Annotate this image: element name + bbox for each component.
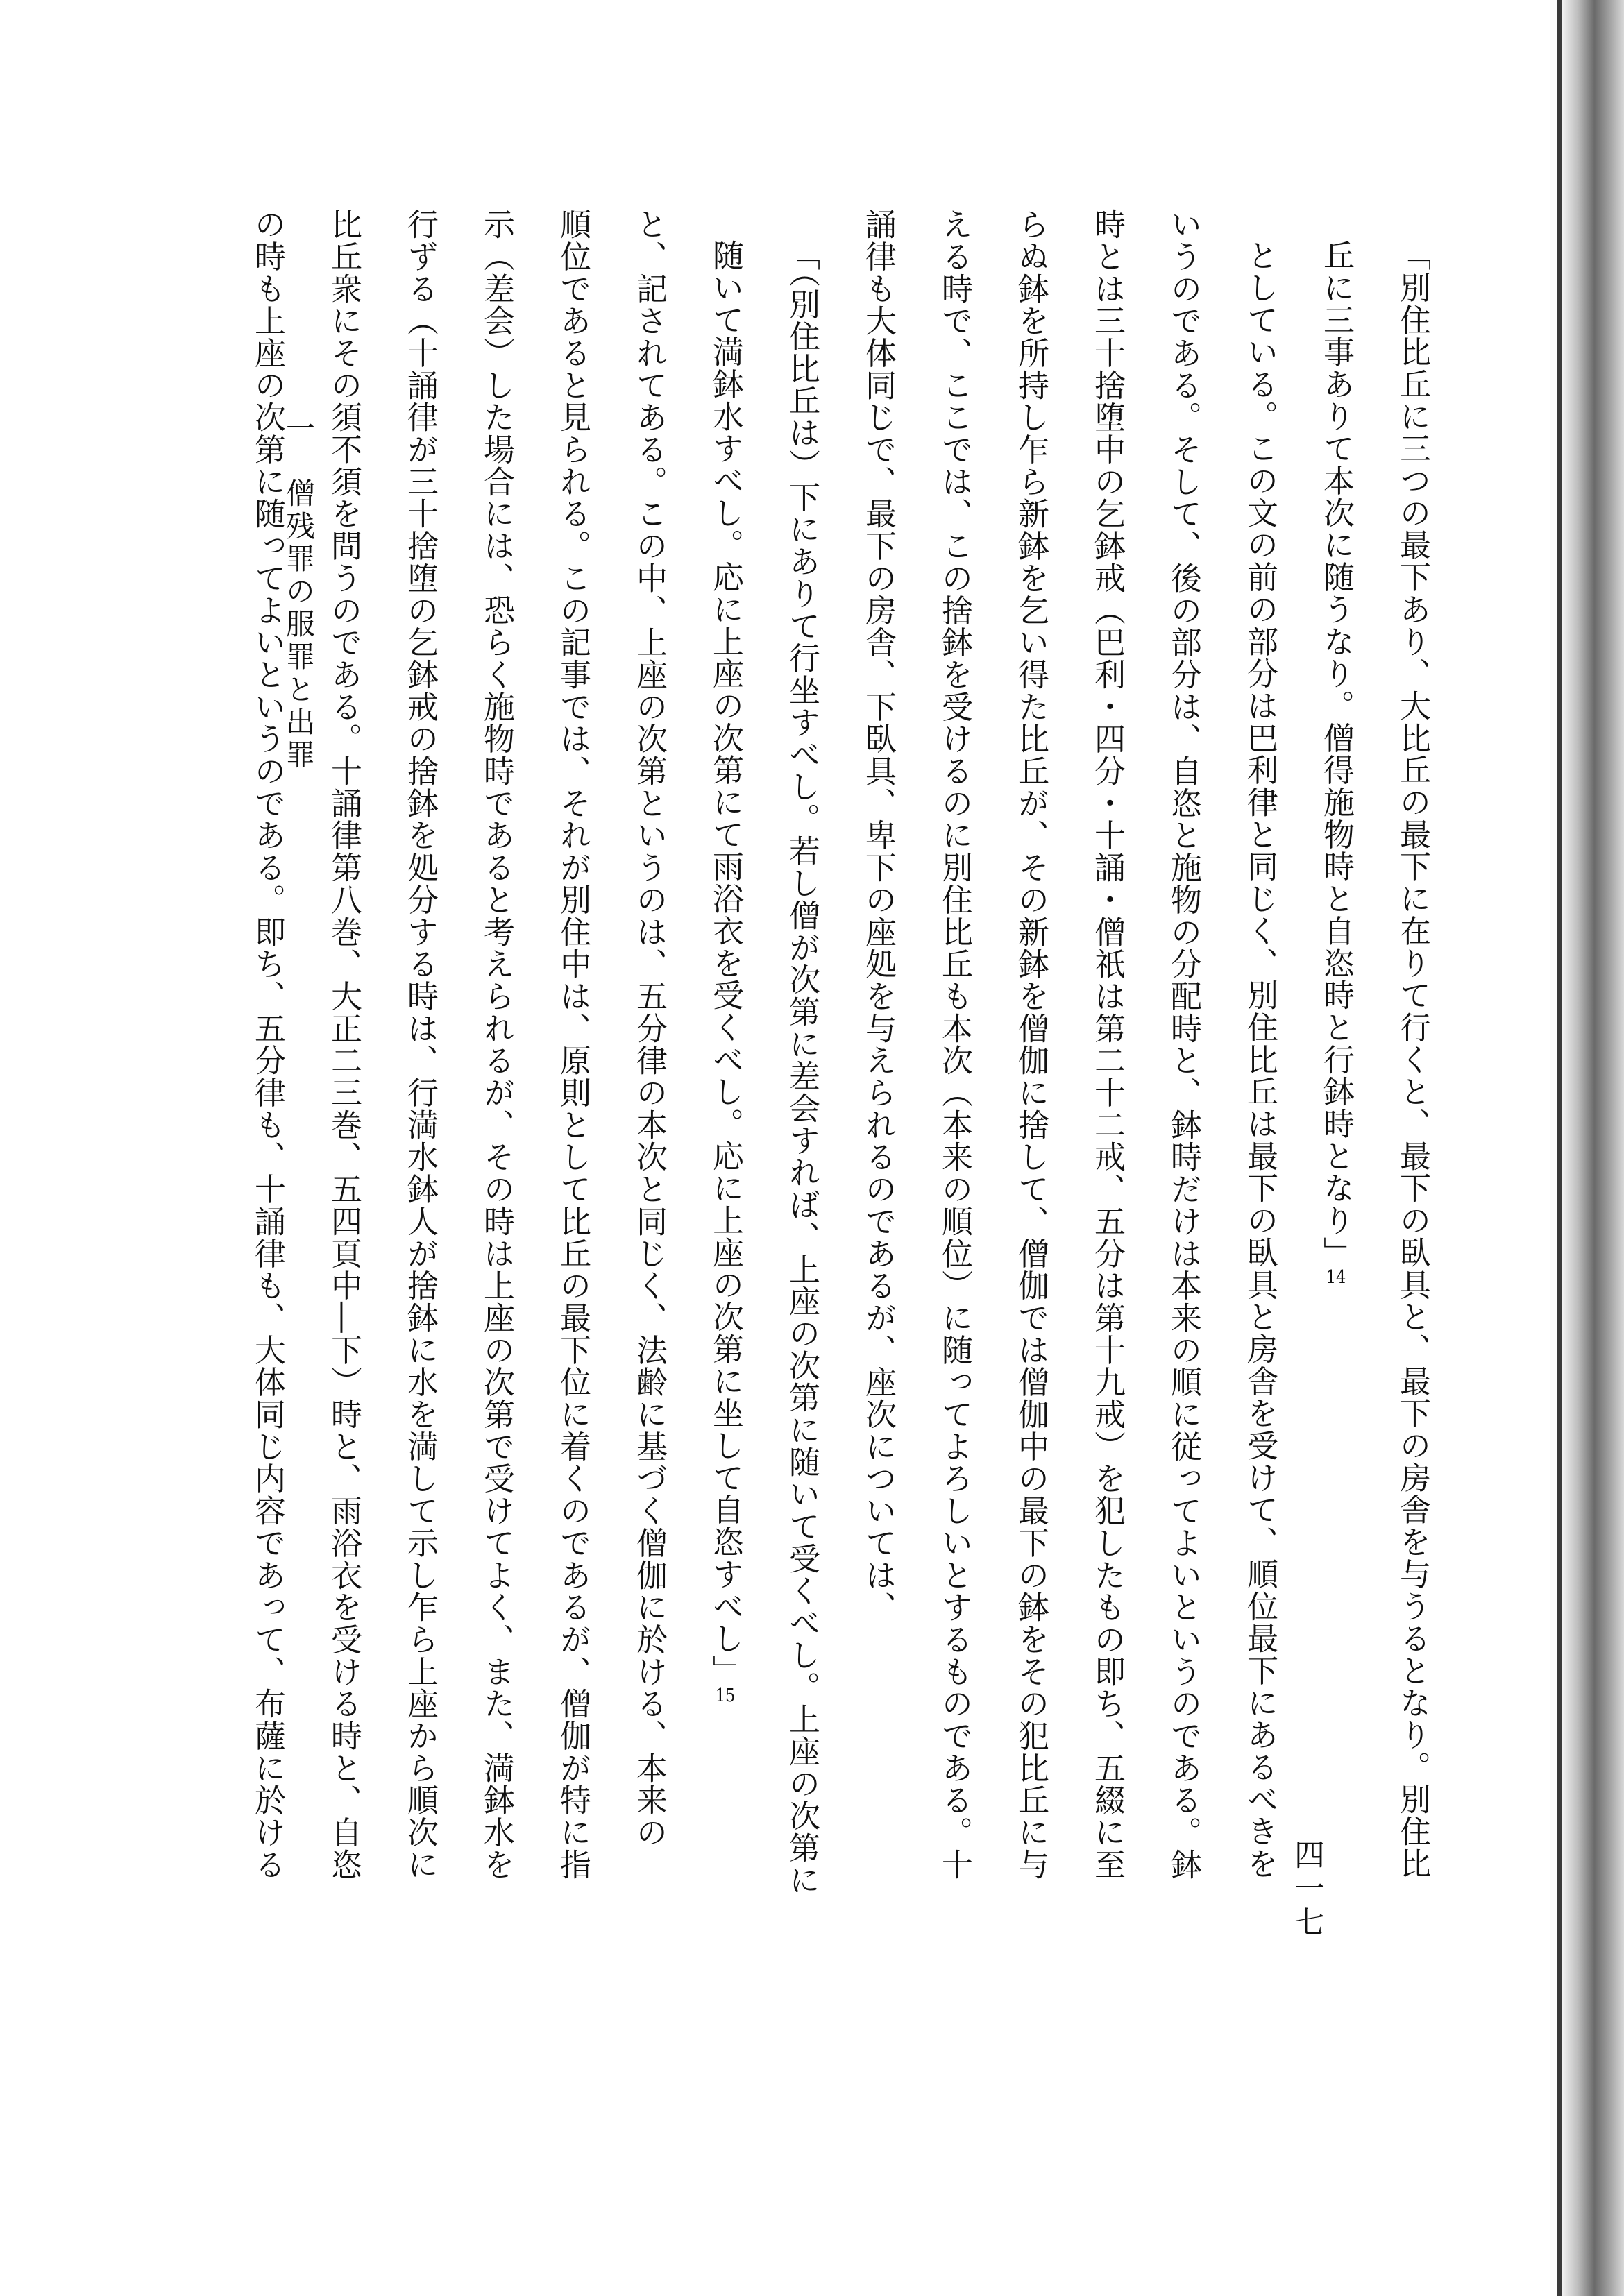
footnote-marker: 15 xyxy=(715,1686,736,1705)
text-line xyxy=(763,208,840,2040)
text-line-content: 順位であると見られる。この記事では、それが別住中は、原則として比丘の最下位に着くのであるが、僧伽が特に指 xyxy=(555,208,591,1881)
text-line xyxy=(611,208,687,2040)
text-line-content: 誦律も大体同じで、最下の房舎、下臥具、卑下の座処を与えられるのであるが、座次については、 xyxy=(860,208,897,1624)
text-line-content: 「別住比丘に三つの最下あり、大比丘の最下に在りて行くと、最下の臥具と、最下の房舎を与うるとなり。別住比 xyxy=(1394,239,1431,1880)
text-line xyxy=(916,208,992,2040)
text-line-content: 随いて満鉢水すべし。応に上座の次第にて雨浴衣を受くべし。応に上座の次第に坐して自恣すべし」 xyxy=(707,239,744,1687)
text-line xyxy=(1069,208,1145,2040)
text-line xyxy=(458,208,534,2040)
text-line-content: いうのである。そして、後の部分は、自恣と施物の分配時と、鉢時だけは本来の順に従ってよいというのである。鉢 xyxy=(1165,208,1202,1881)
text-line-content: としている。この文の前の部分は巴利律と同じく、別住比丘は最下の臥具と房舎を受けて、順位最下にあるべきを xyxy=(1242,239,1278,1880)
text-line-content: える時で、ここでは、この捨鉢を受けるのに別住比丘も本次（本来の順位）に随ってよろしいとするものである。十 xyxy=(936,208,973,1881)
text-line xyxy=(992,208,1069,2040)
scan-edge-shadow xyxy=(1558,0,1624,2296)
text-line-content: 行ずる（十誦律が三十捨堕の乞鉢戒の捨鉢を処分する時は、行満水鉢人が捨鉢に水を満して示し乍ら上座から順次に xyxy=(402,208,439,1881)
text-line-content: 時とは三十捨堕中の乞鉢戒（巴利・四分・十誦・僧祇は第二十二戒、五分は第十九戒）を犯したもの即ち、五綴に至 xyxy=(1089,208,1126,1881)
text-line-content: らぬ鉢を所持し乍ら新鉢を乞い得た比丘が、その新鉢を僧伽に捨して、僧伽では僧伽中の最下の鉢をその犯比丘に与 xyxy=(1013,208,1049,1881)
text-line xyxy=(840,208,916,2040)
vertical-text-body xyxy=(249,208,1450,2040)
text-line xyxy=(1298,208,1374,2040)
text-line xyxy=(534,208,611,2040)
text-line xyxy=(1374,208,1450,2040)
text-line-content: と、記されてある。この中、上座の次第というのは、五分律の本次と同じく、法齢に基づく僧伽に於ける、本来の xyxy=(631,208,668,1848)
text-line-content: 丘に三事ありて本次に随うなり。僧得施物時と自恣時と行鉢時となり」 xyxy=(1318,239,1355,1269)
text-line-content: 比丘衆にその須不須を問うのである。十誦律第八巻、大正二三巻、五四頁中―下）時と、雨浴衣を受ける時と、自恣 xyxy=(325,208,362,1881)
scan-edge-line xyxy=(1557,0,1562,2296)
footnote-marker: 14 xyxy=(1326,1268,1346,1287)
running-head: 一 僧残罪の服罪と出罪 xyxy=(282,413,316,772)
text-line-content: 示（差会）した場合には、恐らく施物時であると考えられるが、その時は上座の次第で受けてよく、また、満鉢水を xyxy=(478,208,515,1881)
text-line-content: の時も上座の次第に随ってよいというのである。即ち、五分律も、十誦律も、大体同じ内容であって、布薩に於ける xyxy=(249,208,286,1881)
text-line xyxy=(382,208,458,2040)
text-line-content: 「（別住比丘は）下にありて行坐すべし。若し僧が次第に差会すれば、上座の次第に随いて受くべし。上座の次第に xyxy=(784,239,820,1896)
text-line xyxy=(687,208,763,2040)
text-line xyxy=(1221,208,1298,2040)
text-line xyxy=(1145,208,1221,2040)
page-number: 四一七 xyxy=(1289,1839,1324,1940)
